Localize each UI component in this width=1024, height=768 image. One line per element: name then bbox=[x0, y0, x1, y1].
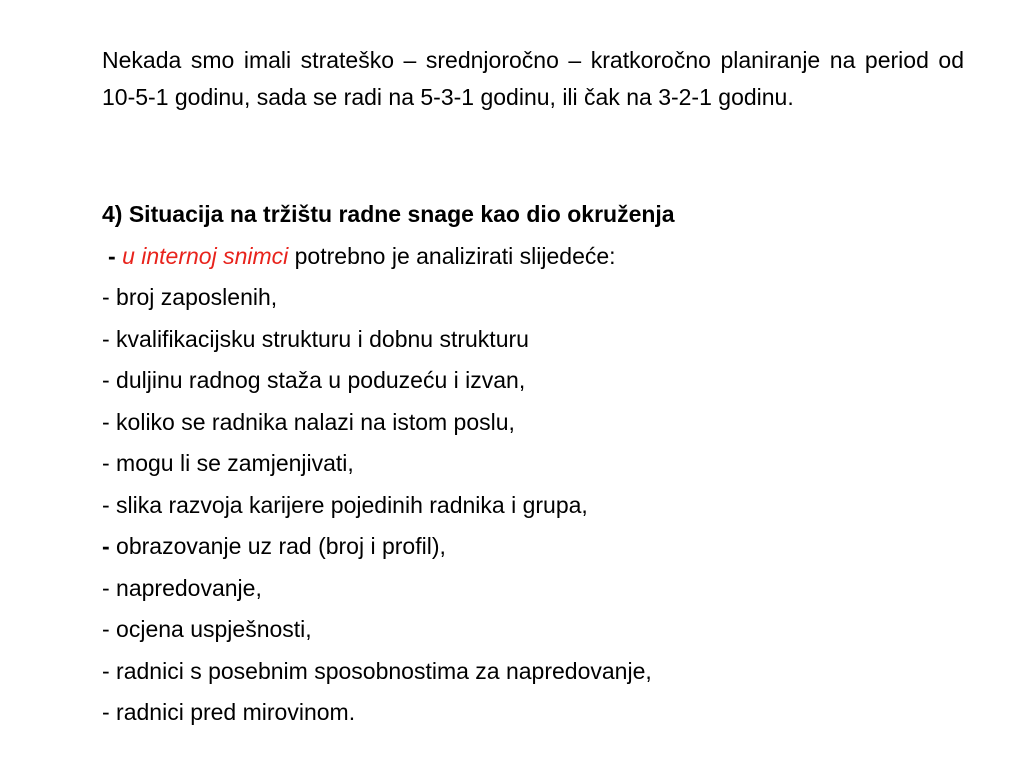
list-item: - ocjena uspješnosti, bbox=[102, 616, 312, 642]
list-item: - duljinu radnog staža u poduzeću i izvan, bbox=[102, 367, 526, 393]
list-item: - broj zaposlenih, bbox=[102, 284, 278, 310]
dash-marker: - bbox=[102, 533, 110, 559]
list-item: - slika razvoja karijere pojedinih radnika i grupa, bbox=[102, 491, 588, 518]
list-item-education bbox=[102, 526, 964, 568]
list-item: - kvalifikacijsku strukturu i dobnu strukturu bbox=[102, 325, 529, 352]
dash-marker: - bbox=[108, 242, 116, 269]
list-item: - mogu li se zamjenjivati, bbox=[102, 450, 354, 476]
subline-rest: potrebno je analizirati slijedeće: bbox=[288, 242, 616, 269]
list-item: - radnici pred mirovinom. bbox=[102, 699, 356, 725]
internal-survey-line bbox=[102, 236, 964, 278]
list-item: - koliko se radnika nalazi na istom poslu, bbox=[102, 408, 515, 435]
content-list bbox=[102, 194, 964, 734]
section-heading: 4) Situacija na tržištu radne snage kao dio okruženja bbox=[102, 201, 675, 227]
education-text: obrazovanje uz rad (broj i profil), bbox=[109, 533, 446, 559]
list-item: - radnici s posebnim sposobnostima za napredovanje, bbox=[102, 657, 652, 684]
intro-paragraph: Nekada smo imali strateško – srednjoročno – kratkoročno planiranje na period od 10-5-1 godinu, sada se radi na 5-3-1 godinu, ili čak na 3-2-1 godinu. bbox=[102, 47, 964, 110]
highlighted-phrase: u internoj snimci bbox=[122, 242, 289, 269]
list-item: - napredovanje, bbox=[102, 574, 262, 601]
intro-block bbox=[102, 42, 964, 116]
